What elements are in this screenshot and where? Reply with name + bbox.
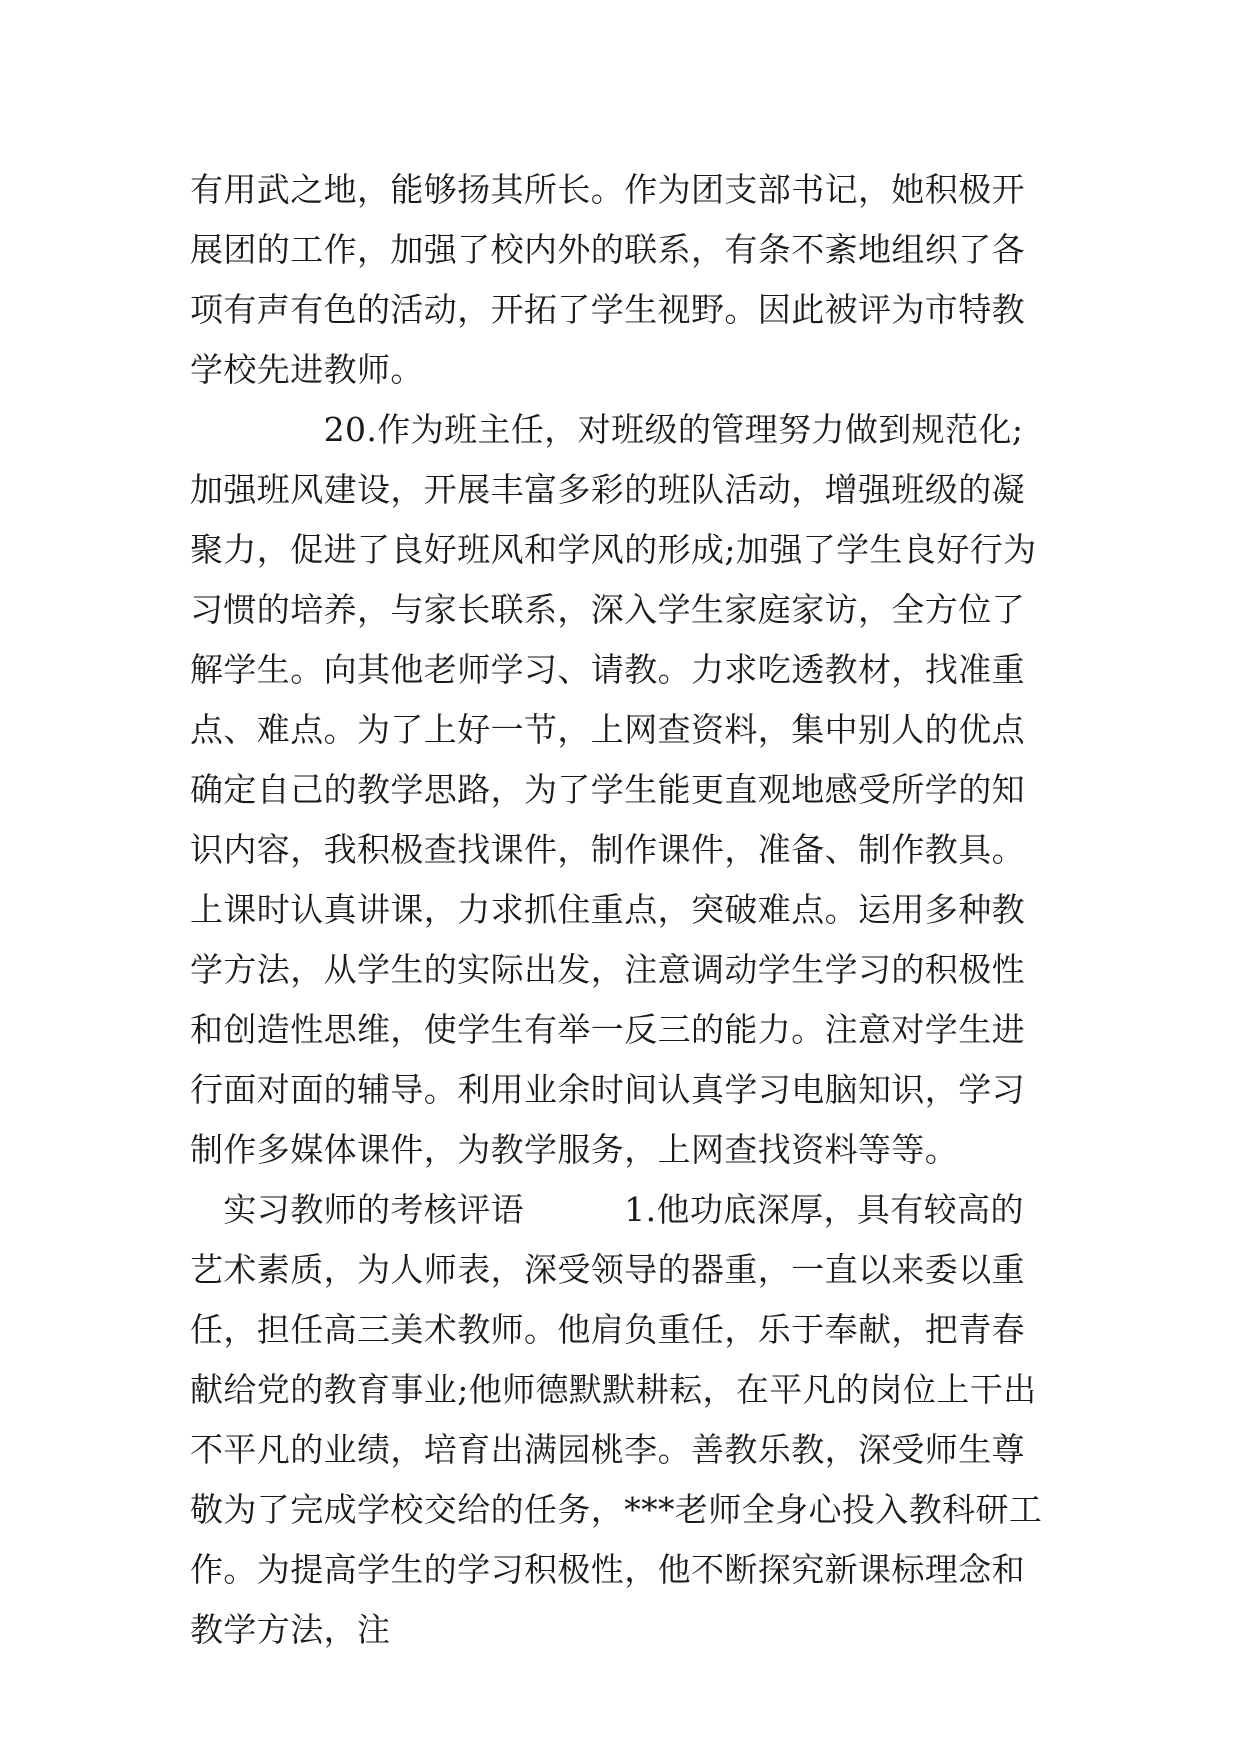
paragraph: 有用武之地，能够扬其所长。作为团支部书记，她积极开展团的工作，加强了校内外的联系，有条不紊地组织了各项有声有色的活动，开拓了学生视野。因此被评为市特教学校先进教师。 bbox=[190, 170, 1025, 389]
paragraph: 20.作为班主任，对班级的管理努力做到规范化;加强班风建设，开展丰富多彩的班队活动，增强班级的凝聚力，促进了良好班风和学风的形成;加强了学生良好行为习惯的培养，与家长联系，深入学生家庭家访，全方位了解学生。向其他老师学习、请教。力求吃透教材，找准重点、难点。为了上好一节，上网查资料，集中别人的优点确定自己的教学思路，为了学生能更直观地感受所学的知识内容，我积极查找课件，制作课件，准备、制作教具。上课时认真讲课，力求抓住重点，突破难点。运用多种教学方法，从学生的实际出发，注意调动学生学习的积极性和创造性思维，使学生有举一反三的能力。注意对学生进行面对面的辅导。利用业余时间认真学习电脑知识，学习制作多媒体课件，为教学服务，上网查找资料等等。 bbox=[190, 410, 1037, 1169]
paragraph: 实习教师的考核评语 1.他功底深厚，具有较高的艺术素质，为人师表，深受领导的器重，一直以来委以重任，担任高三美术教师。他肩负重任，乐于奉献，把青春献给党的教育事业;他师德默默耕耘，在平凡的岗位上干出不平凡的业绩，培育出满园桃李。善教乐教，深受师生尊敬为了完成学校交给的任务，***老师全身心投入教科研工作。为提高学生的学习积极性，他不断探究新课标理念和教学方法，注 bbox=[190, 1190, 1043, 1649]
document-body bbox=[190, 160, 1052, 1660]
